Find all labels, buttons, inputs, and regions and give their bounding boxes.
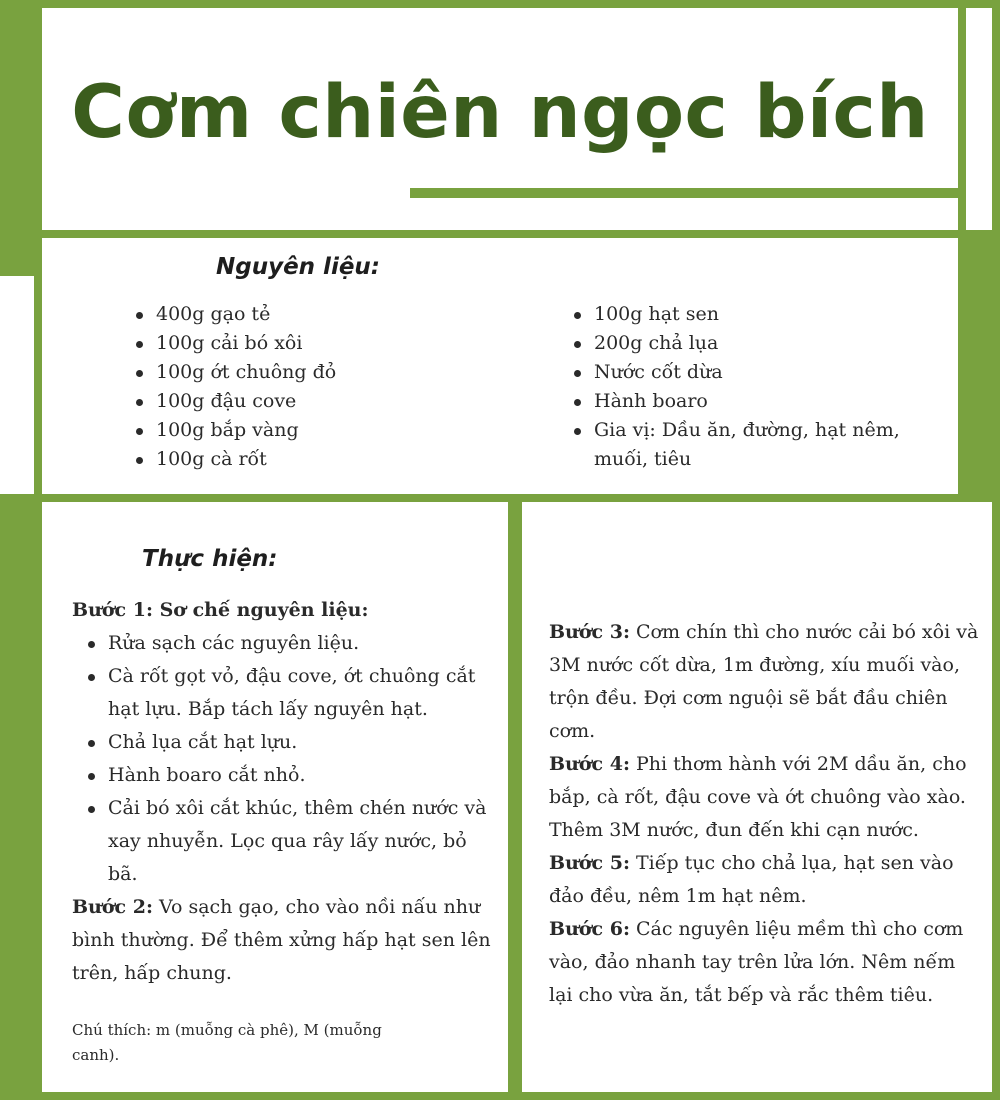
ingredients-list-left (134, 300, 464, 474)
ingredients-panel (42, 238, 958, 494)
title-underline (410, 188, 958, 198)
ingredient-item: 100g ớt chuông đỏ (134, 358, 464, 387)
step-2-text: Vo sạch gạo, cho vào nồi nấu như bình thường. Để thêm xửng hấp hạt sen lên trên, hấp chung. (72, 896, 491, 984)
ingredient-item: 200g chả lụa (572, 329, 912, 358)
step-1-list (72, 627, 492, 891)
step-6-text: Các nguyên liệu mềm thì cho cơm vào, đảo nhanh tay trên lửa lớn. Nêm nếm lại cho vừa ăn, tắt bếp và rắc thêm tiêu. (549, 918, 964, 1006)
ingredient-item: 100g cải bó xôi (134, 329, 464, 358)
step-1-item: Cà rốt gọt vỏ, đậu cove, ớt chuông cắt hạt lựu. Bắp tách lấy nguyên hạt. (72, 660, 492, 726)
steps-left-column (72, 594, 492, 990)
ingredient-item: 100g cà rốt (134, 445, 464, 474)
step-5 (549, 847, 979, 913)
column-divider (510, 598, 522, 1092)
page-title: Cơm chiên ngọc bích (71, 70, 929, 155)
step-4 (549, 748, 979, 847)
step-4-label: Bước 4: (549, 753, 630, 775)
step-1-label: Bước 1: Sơ chế nguyên liệu: (72, 599, 369, 621)
step-6 (549, 913, 979, 1012)
ingredient-item: 100g hạt sen (572, 300, 912, 329)
decorative-notch (0, 276, 34, 494)
ingredients-heading: Nguyên liệu: (216, 254, 380, 280)
decorative-strip (966, 8, 992, 230)
step-2 (72, 891, 492, 990)
step-4-text: Phi thơm hành với 2M dầu ăn, cho bắp, cà rốt, đậu cove và ớt chuông vào xào. Thêm 3M nước, đun đến khi cạn nước. (549, 753, 967, 841)
step-1-item: Hành boaro cắt nhỏ. (72, 759, 492, 792)
title-panel (42, 8, 958, 230)
ingredient-item: 400g gạo tẻ (134, 300, 464, 329)
ingredient-item: Gia vị: Dầu ăn, đường, hạt nêm, muối, tiêu (572, 416, 912, 474)
footnote: Chú thích: m (muỗng cà phê), M (muỗng canh). (72, 1021, 382, 1064)
step-1-item: Chả lụa cắt hạt lựu. (72, 726, 492, 759)
steps-right-panel (522, 502, 992, 1092)
step-1-item: Cải bó xôi cắt khúc, thêm chén nước và xay nhuyễn. Lọc qua rây lấy nước, bỏ bã. (72, 792, 492, 891)
ingredient-item: Hành boaro (572, 387, 912, 416)
ingredients-list-right (572, 300, 912, 474)
step-5-label: Bước 5: (549, 852, 630, 874)
step-3 (549, 616, 979, 748)
step-3-text: Cơm chín thì cho nước cải bó xôi và 3M nước cốt dừa, 1m đường, xíu muối vào, trộn đều. Đợi cơm nguội sẽ bắt đầu chiên cơm. (549, 621, 979, 742)
steps-right-column (549, 616, 979, 1012)
step-5-text: Tiếp tục cho chả lụa, hạt sen vào đảo đều, nêm 1m hạt nêm. (549, 852, 954, 907)
steps-heading: Thực hiện: (142, 546, 278, 572)
step-1-item: Rửa sạch các nguyên liệu. (72, 627, 492, 660)
step-6-label: Bước 6: (549, 918, 630, 940)
ingredient-item: Nước cốt dừa (572, 358, 912, 387)
step-3-label: Bước 3: (549, 621, 630, 643)
ingredient-item: 100g bắp vàng (134, 416, 464, 445)
steps-left-panel (42, 502, 508, 1092)
step-1 (72, 594, 492, 627)
step-2-label: Bước 2: (72, 896, 153, 918)
ingredient-item: 100g đậu cove (134, 387, 464, 416)
